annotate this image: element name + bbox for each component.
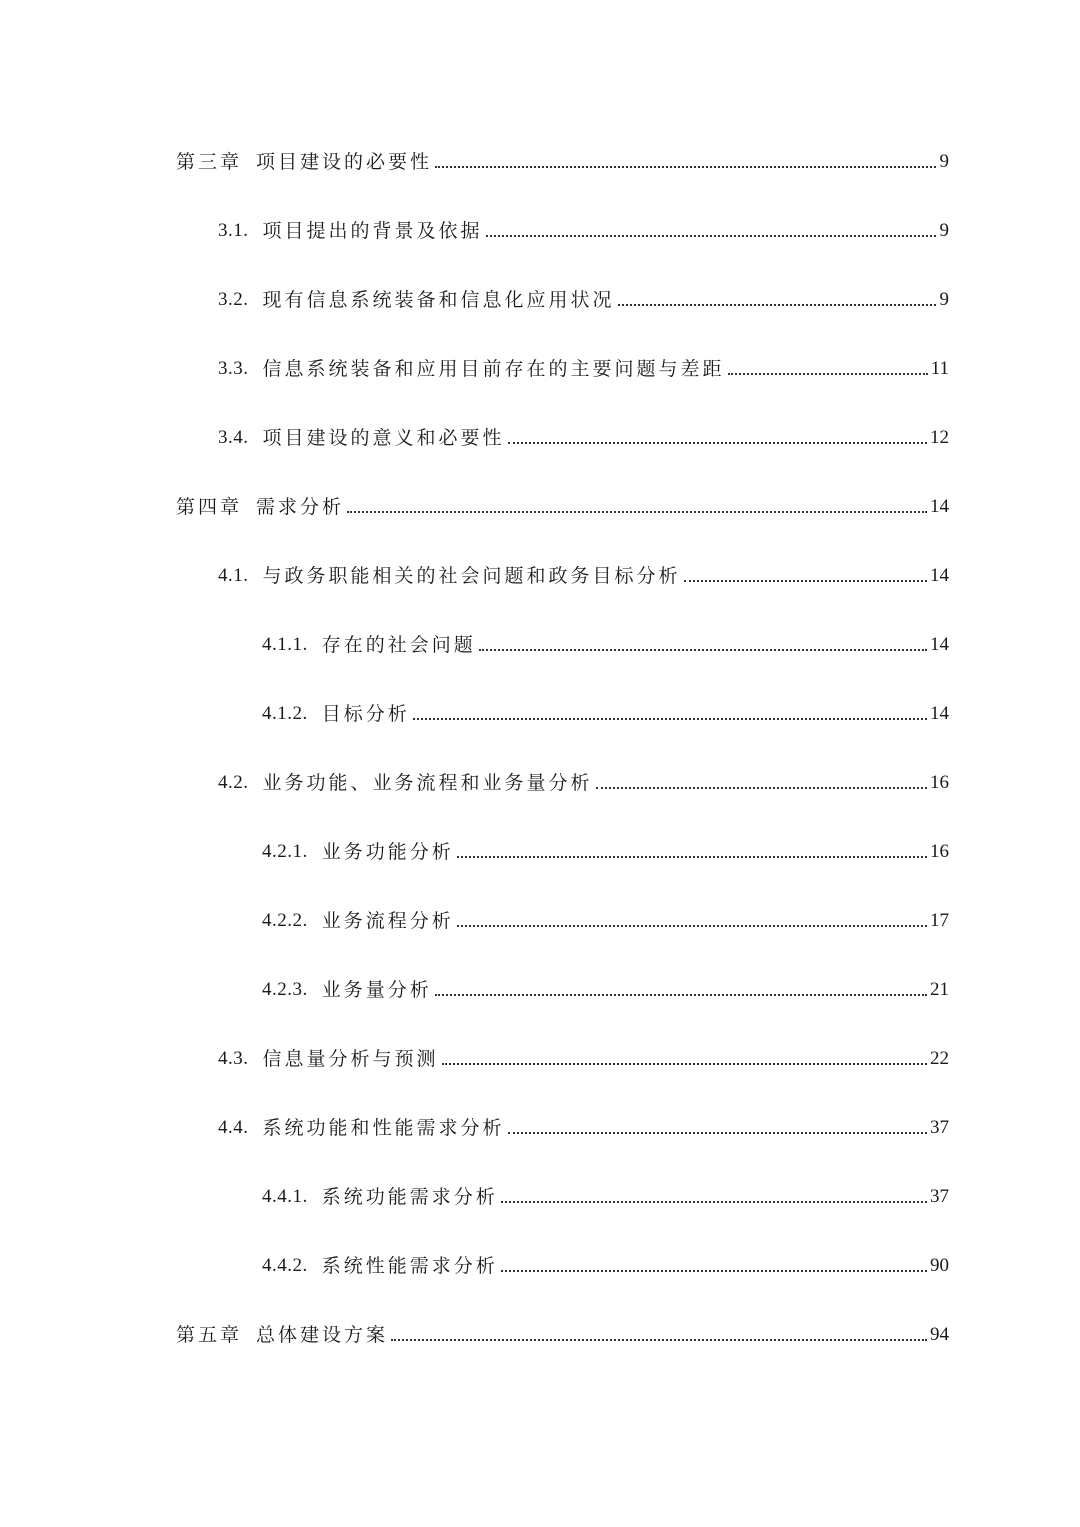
toc-entry-page: 9 [939, 220, 949, 241]
toc-entry-4-4[interactable] [218, 1104, 949, 1140]
toc-entry-title: 项目建设的意义和必要性 [262, 427, 505, 449]
toc-entry-number: 4.4.1. [262, 1186, 308, 1207]
toc-entry-page: 22 [930, 1048, 949, 1069]
toc-entry-title: 总体建设方案 [256, 1324, 389, 1346]
dot-leader [501, 1270, 927, 1272]
toc-entry-page: 9 [939, 151, 949, 172]
toc-entry-4-1-2[interactable] [262, 690, 949, 726]
toc-entry-number: 第三章 [176, 151, 243, 173]
toc-entry-number: 3.1. [218, 220, 249, 241]
toc-entry-number: 3.4. [218, 427, 249, 448]
toc-entry-page: 94 [930, 1324, 949, 1345]
toc-entry-page: 11 [930, 358, 949, 379]
dot-leader [435, 994, 927, 996]
toc-entry-chapter-5[interactable] [176, 1311, 949, 1347]
dot-leader [728, 373, 928, 375]
toc-entry-number: 4.1.2. [262, 703, 308, 724]
toc-entry-3-3[interactable] [218, 345, 949, 381]
toc-entry-4-3[interactable] [218, 1035, 949, 1071]
dot-leader [479, 649, 927, 651]
toc-entry-page: 14 [930, 496, 949, 517]
toc-entry-3-1[interactable] [218, 207, 949, 243]
toc-entry-chapter-3[interactable] [176, 138, 949, 174]
toc-entry-chapter-4[interactable] [176, 483, 949, 519]
dot-leader [413, 718, 927, 720]
toc-entry-title: 项目提出的背景及依据 [262, 220, 483, 242]
toc-entry-title: 现有信息系统装备和信息化应用状况 [262, 289, 615, 311]
toc-entry-4-1[interactable] [218, 552, 949, 588]
dot-leader [435, 166, 936, 168]
toc-entry-number: 第五章 [176, 1324, 243, 1346]
toc-entry-title: 系统功能需求分析 [321, 1186, 498, 1208]
toc-entry-title: 系统性能需求分析 [321, 1255, 498, 1277]
toc-entry-title: 信息系统装备和应用目前存在的主要问题与差距 [262, 358, 725, 380]
toc-entry-page: 21 [930, 979, 949, 1000]
toc-entry-4-2-1[interactable] [262, 828, 949, 864]
toc-entry-4-2[interactable] [218, 759, 949, 795]
dot-leader [486, 235, 936, 237]
dot-leader [391, 1339, 927, 1341]
toc-entry-number: 3.2. [218, 289, 249, 310]
dot-leader [457, 856, 927, 858]
toc-entry-title: 项目建设的必要性 [256, 151, 433, 173]
toc-entry-title: 系统功能和性能需求分析 [262, 1117, 505, 1139]
toc-entry-number: 3.3. [218, 358, 249, 379]
toc-entry-title: 目标分析 [321, 703, 410, 725]
dot-leader [684, 580, 927, 582]
toc-entry-title: 业务功能、业务流程和业务量分析 [262, 772, 593, 794]
toc-entry-number: 4.2.3. [262, 979, 308, 1000]
toc-entry-4-4-1[interactable] [262, 1173, 949, 1209]
dot-leader [596, 787, 927, 789]
dot-leader [457, 925, 927, 927]
toc-entry-page: 16 [930, 841, 949, 862]
toc-entry-number: 4.1. [218, 565, 249, 586]
toc-entry-4-2-3[interactable] [262, 966, 949, 1002]
dot-leader [508, 442, 927, 444]
dot-leader [618, 304, 936, 306]
toc-entry-4-1-1[interactable] [262, 621, 949, 657]
dot-leader [442, 1063, 927, 1065]
toc-entry-number: 4.3. [218, 1048, 249, 1069]
toc-entry-title: 业务流程分析 [321, 910, 454, 932]
toc-entry-page: 14 [930, 565, 949, 586]
toc-entry-title: 需求分析 [256, 496, 345, 518]
toc-entry-page: 37 [930, 1117, 949, 1138]
toc-entry-4-4-2[interactable] [262, 1242, 949, 1278]
toc-entry-title: 存在的社会问题 [321, 634, 476, 656]
dot-leader [347, 511, 927, 513]
toc-entry-number: 4.4.2. [262, 1255, 308, 1276]
toc-entry-number: 4.2.2. [262, 910, 308, 931]
toc-entry-number: 4.2. [218, 772, 249, 793]
toc-entry-page: 17 [930, 910, 949, 931]
toc-entry-number: 第四章 [176, 496, 243, 518]
toc-entry-title: 业务功能分析 [321, 841, 454, 863]
toc-entry-page: 14 [930, 634, 949, 655]
toc-entry-page: 16 [930, 772, 949, 793]
toc-entry-page: 12 [930, 427, 949, 448]
toc-entry-3-4[interactable] [218, 414, 949, 450]
toc-entry-number: 4.4. [218, 1117, 249, 1138]
toc-entry-4-2-2[interactable] [262, 897, 949, 933]
toc-entry-page: 14 [930, 703, 949, 724]
toc-entry-number: 4.1.1. [262, 634, 308, 655]
dot-leader [508, 1132, 927, 1134]
toc-entry-number: 4.2.1. [262, 841, 308, 862]
toc-entry-page: 37 [930, 1186, 949, 1207]
toc-entry-title: 业务量分析 [321, 979, 432, 1001]
toc-entry-page: 90 [930, 1255, 949, 1276]
toc-entry-page: 9 [939, 289, 949, 310]
dot-leader [501, 1201, 927, 1203]
toc-entry-title: 信息量分析与预测 [262, 1048, 439, 1070]
toc-entry-title: 与政务职能相关的社会问题和政务目标分析 [262, 565, 681, 587]
toc-entry-3-2[interactable] [218, 276, 949, 312]
